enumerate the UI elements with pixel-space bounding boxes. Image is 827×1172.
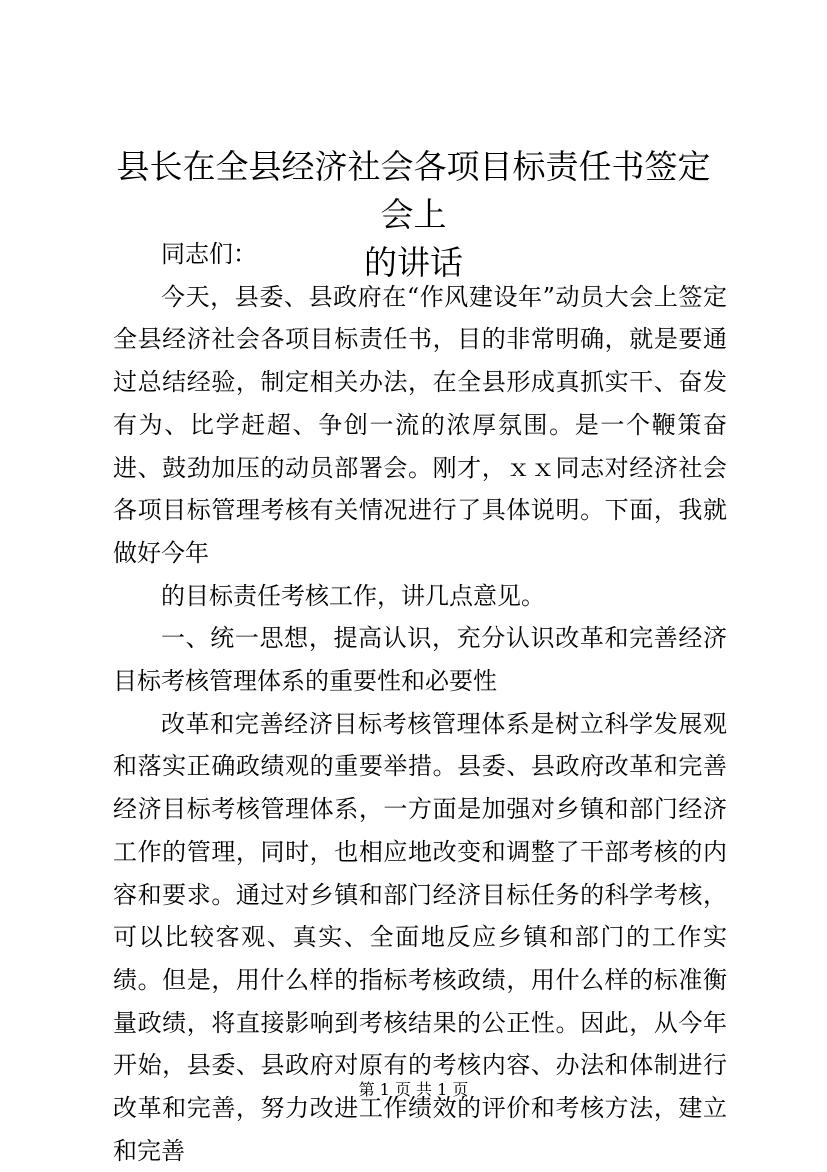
section-heading: 一、统一思想，提高认识，充分认识改革和完善经济目标考核管理体系的重要性和必要性 bbox=[113, 624, 727, 696]
page-footer: 第 1 页 共 1 页 bbox=[358, 1080, 469, 1099]
document-body bbox=[113, 233, 727, 1172]
body-paragraph: 的目标责任考核工作，讲几点意见。 bbox=[161, 581, 545, 610]
title-line-1: 县长在全县经济社会各项目标责任书签定会上 bbox=[116, 147, 711, 234]
body-paragraph: 今天，县委、县政府在“作风建设年”动员大会上签定全县经济社会各项目标责任书，目的非常明确，就是要通过总结经验，制定相关办法，在全县形成真抓实干、奋发有为、比学赶超、争创一流的浓厚氛围。是一个鞭策奋进、鼓劲加压的动员部署会。刚才，ｘｘ同志对经济社会各项目标管理考核有关情况进行了具体说明。下面，我就做好今年 bbox=[113, 282, 727, 567]
title-line-2: 的讲话 bbox=[364, 243, 463, 282]
body-paragraph: 改革和完善经济目标考核管理体系是树立科学发展观和落实正确政绩观的重要举措。县委、县政府改革和完善经济目标考核管理体系，一方面是加强对乡镇和部门经济工作的管理，同时，也相应地改变和调整了干部考核的内容和要求。通过对乡镇和部门经济目标任务的科学考核，可以比较客观、真实、全面地反应乡镇和部门的工作实绩。但是，用什么样的指标考核政绩，用什么样的标准衡量政绩，将直接影响到考核结果的公正性。因此，从今年开始，县委、县政府对原有的考核内容、办法和体制进行改革和完善，努力改进工作绩效的评价和考核方法，建立和完善 bbox=[113, 709, 727, 1165]
salutation-paragraph: 同志们： bbox=[161, 240, 257, 268]
